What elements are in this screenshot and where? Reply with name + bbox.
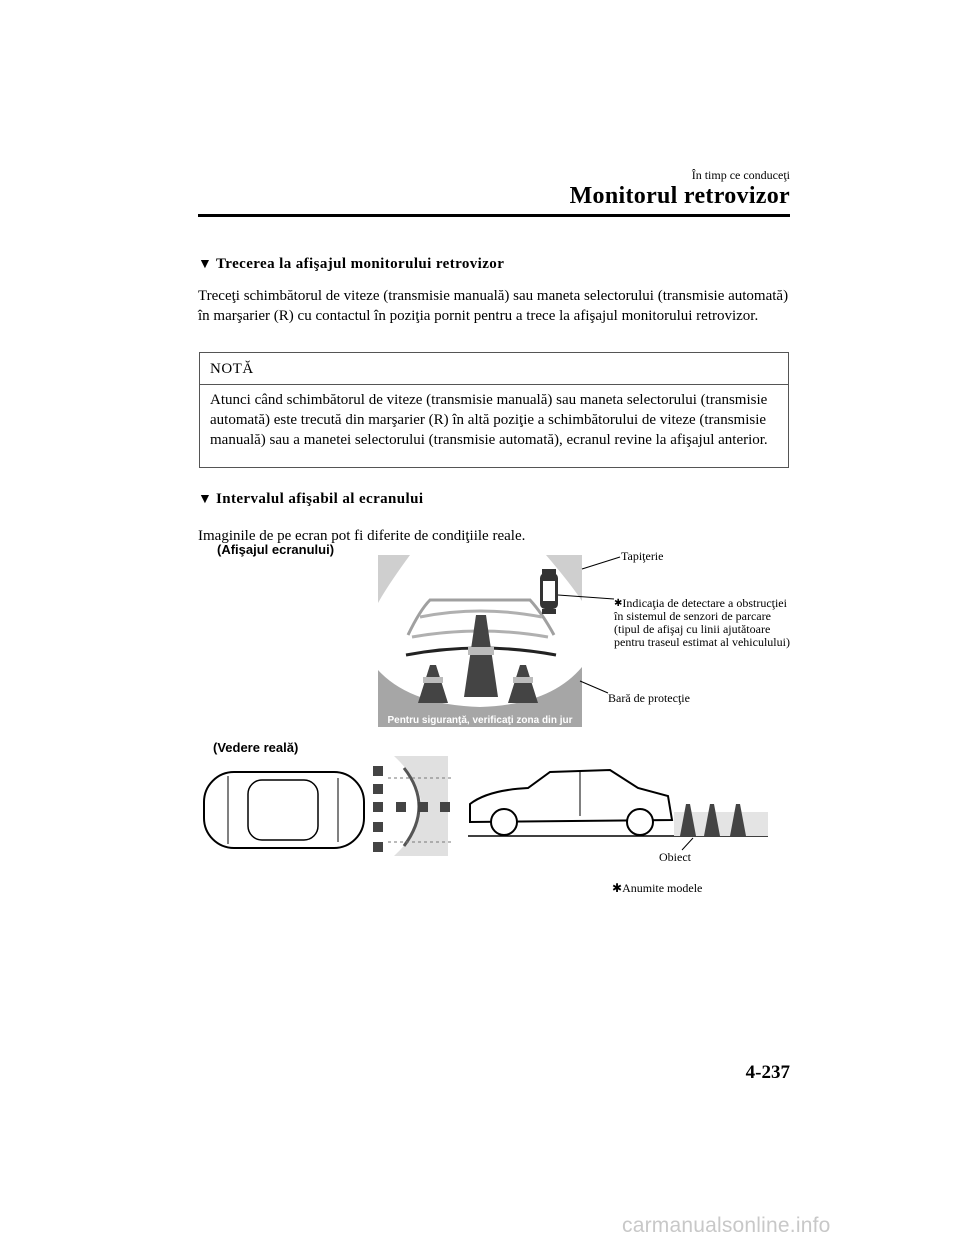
- sensor-icon: [418, 802, 428, 812]
- sensor-icon: [373, 822, 383, 832]
- screen-banner: Pentru siguranţă, verificaţi zona din jur: [387, 715, 573, 726]
- rear-camera-screen-illustration: [370, 555, 650, 735]
- note-box: [199, 352, 789, 468]
- section-heading-text: Intervalul afişabil al ecranului: [216, 491, 424, 507]
- section-heading-switch-display: [198, 256, 504, 273]
- watermark: carmanualsonline.info: [622, 1214, 831, 1237]
- section-heading-text: Trecerea la afişajul monitorului retrovizor: [216, 256, 505, 272]
- label-bumper: Bară de protecţie: [608, 691, 690, 705]
- figure-caption-screen: (Afişajul ecranului): [217, 542, 335, 557]
- sensor-icon: [373, 842, 383, 852]
- triangle-marker-icon: ▼: [198, 257, 213, 272]
- triangle-marker-icon: ▼: [198, 492, 213, 507]
- sensor-icon: [373, 784, 383, 794]
- section-heading-display-range: [198, 491, 423, 508]
- sensor-icon: [373, 802, 383, 812]
- car-side-view-icon: [470, 770, 672, 835]
- note-title: NOTĂ: [210, 361, 254, 377]
- sensor-icon: [396, 802, 406, 812]
- note-divider: [200, 384, 788, 385]
- footnote-text: Anumite modele: [622, 881, 703, 895]
- asterisk-marker: ✱: [612, 881, 623, 895]
- sensor-icon: [440, 802, 450, 812]
- sensor-icon: [373, 766, 383, 776]
- real-view-illustration: [198, 756, 778, 856]
- section-paragraph: Treceţi schimbătorul de viteze (transmisie manuală) sau maneta selectorului (transmisie automată) în marşarier (R) cu contactul în poziţia pornit pentru a trece la afişajul monitorului retrovizor.: [198, 288, 789, 324]
- page-title: Monitorul retrovizor: [569, 183, 790, 209]
- page-number: 4-237: [745, 1062, 790, 1083]
- asterisk-marker: ✱: [614, 598, 623, 609]
- chapter-header: În timp ce conduceţi: [691, 168, 790, 182]
- car-top-view-icon: [204, 772, 364, 848]
- label-object: Obiect: [659, 850, 691, 864]
- label-sensor-indicator-text: Indicaţia de detectare a obstrucţiei în sistemul de senzori de parcare (tipul de afişaj cu linii ajutătoare pentru traseul estimat al vehiculului): [614, 596, 790, 649]
- note-body: Atunci când schimbătorul de viteze (transmisie manuală) sau maneta selectorului (transmisie automată) este trecută din marşarier (R) în altă poziţie a schimbătorului de viteze (transmisie manuală) sau a manetei selectorului (transmisie automată), ecranul revine la afişajul anterior.: [210, 392, 768, 448]
- section-paragraph: Imaginile de pe ecran pot fi diferite de condiţiile reale.: [198, 528, 526, 544]
- parking-sensor-indicator-icon: [540, 569, 558, 614]
- figure-caption-real: (Vedere reală): [213, 740, 299, 755]
- footnote: [612, 882, 702, 895]
- header-rule: [198, 214, 790, 217]
- label-sensor-indicator: [614, 597, 794, 649]
- label-trim: Tapiţerie: [621, 549, 664, 563]
